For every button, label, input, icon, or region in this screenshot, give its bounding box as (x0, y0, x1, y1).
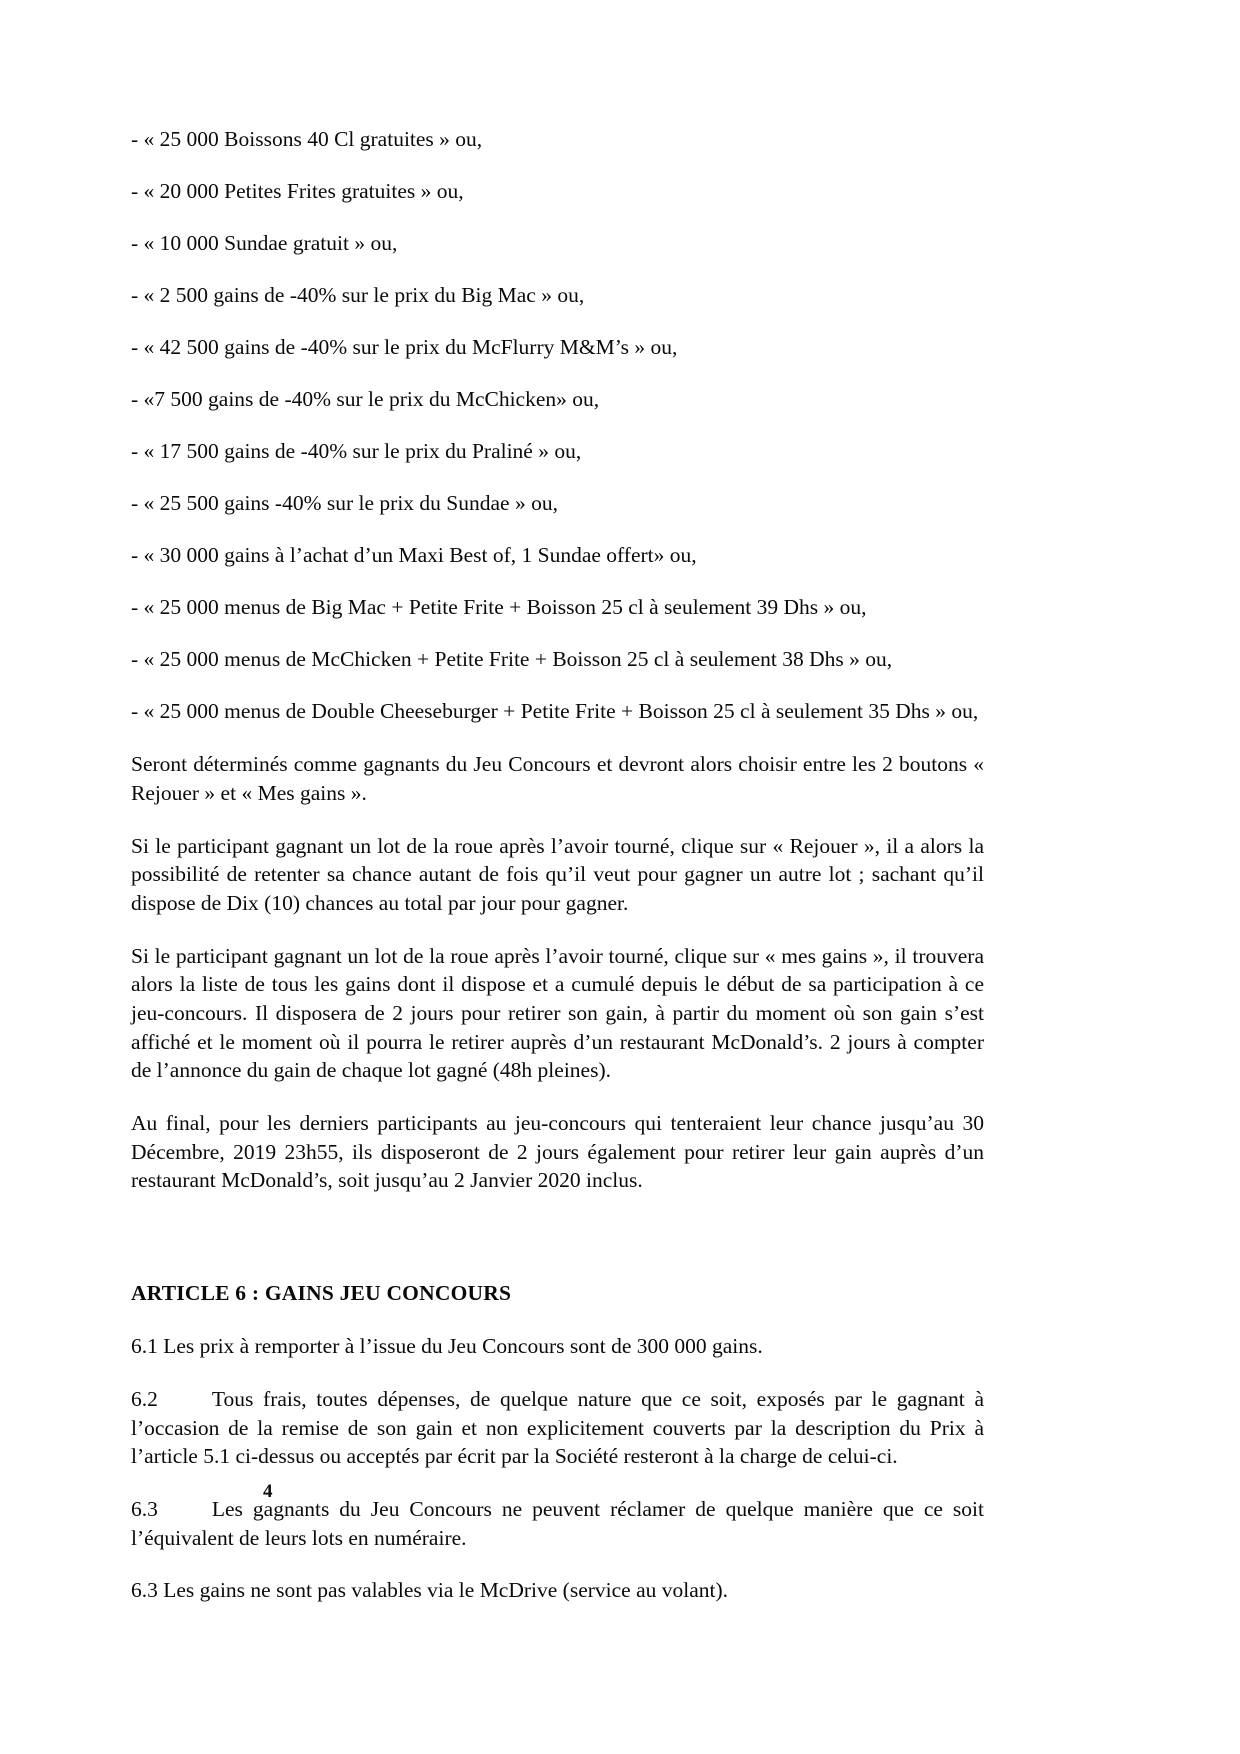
list-item: - « 25 000 menus de McChicken + Petite Frite + Boisson 25 cl à seulement 38 Dhs » ou, (131, 647, 893, 672)
clause-6-3-b: 6.3 Les gains ne sont pas valables via le McDrive (service au volant). (131, 1578, 729, 1603)
clause-text: Les gagnants du Jeu Concours ne peuvent réclamer de quelque manière que ce soit l’équivalent de leurs lots en numéraire. (131, 1496, 984, 1550)
list-item: - « 25 000 menus de Double Cheeseburger + Petite Frite + Boisson 25 cl à seulement 35 Dhs » ou, (131, 699, 979, 724)
list-item: - « 25 500 gains -40% sur le prix du Sundae » ou, (131, 491, 558, 516)
paragraph-au-final: Au final, pour les derniers participants au jeu-concours qui tenteraient leur chance jusqu’au 30 Décembre, 2019 23h55, ils disposeront de 2 jours également pour retirer leur gain auprès d’un restaurant McDonald’s, soit jusqu’au 2 Janvier 2020 inclus. (131, 1111, 984, 1193)
list-item: - « 25 000 Boissons 40 Cl gratuites » ou, (131, 127, 483, 151)
clause-6-3-a (131, 1495, 984, 1552)
list-item: - « 10 000 Sundae gratuit » ou, (131, 231, 398, 256)
clause-6-1: 6.1 Les prix à remporter à l’issue du Jeu Concours sont de 300 000 gains. (131, 1334, 763, 1359)
clause-number: 6.2 (131, 1386, 158, 1411)
clause-number: 6.3 (131, 1496, 158, 1521)
list-item: - « 17 500 gains de -40% sur le prix du Praliné » ou, (131, 439, 582, 464)
paragraph-rejouer: Si le participant gagnant un lot de la roue après l’avoir tourné, clique sur « Rejouer », il a alors la possibilité de retenter sa chance autant de fois qu’il veut pour gagner un autre lot ; sachant qu’il dispose de Dix (10) chances au total par jour pour gagner. (131, 833, 984, 915)
prize-list (131, 126, 984, 726)
list-item: - « 20 000 Petites Frites gratuites » ou, (131, 179, 464, 204)
list-item: - « 2 500 gains de -40% sur le prix du Big Mac » ou, (131, 283, 585, 308)
section-spacer (131, 1219, 984, 1281)
list-item: - « 42 500 gains de -40% sur le prix du McFlurry M&M’s » ou, (131, 335, 678, 360)
paragraph-mes-gains: Si le participant gagnant un lot de la roue après l’avoir tourné, clique sur « mes gains », il trouvera alors la liste de tous les gains dont il dispose et a cumulé depuis le début de sa participation à ce jeu-concours. Il disposera de 2 jours pour retirer son gain, à partir du moment où son gain s’est affiché et le moment où il pourra le retirer auprès d’un restaurant McDonald’s. 2 jours à compter de l’annonce du gain de chaque lot gagné (48h pleines). (131, 943, 984, 1083)
page-content (131, 126, 984, 1629)
clause-text: Tous frais, toutes dépenses, de quelque nature que ce soit, exposés par le gagnant à l’occasion de la remise de son gain et non explicitement couverts par la description du Prix à l’article 5.1 ci-dessus ou acceptés par écrit par la Société resteront à la charge de celui-ci. (131, 1386, 984, 1469)
article-heading: ARTICLE 6 : GAINS JEU CONCOURS (131, 1281, 512, 1306)
article-clauses (131, 1332, 984, 1605)
body-paragraphs (131, 750, 984, 1195)
list-item: - «7 500 gains de -40% sur le prix du McChicken» ou, (131, 387, 600, 412)
paragraph-winners-buttons: Seront déterminés comme gagnants du Jeu Concours et devront alors choisir entre les 2 boutons « Rejouer » et « Mes gains ». (131, 752, 984, 805)
list-item: - « 30 000 gains à l’achat d’un Maxi Best of, 1 Sundae offert» ou, (131, 543, 697, 568)
clause-6-2 (131, 1385, 984, 1471)
page-number: 4 (263, 1481, 273, 1502)
list-item: - « 25 000 menus de Big Mac + Petite Frite + Boisson 25 cl à seulement 39 Dhs » ou, (131, 595, 867, 620)
